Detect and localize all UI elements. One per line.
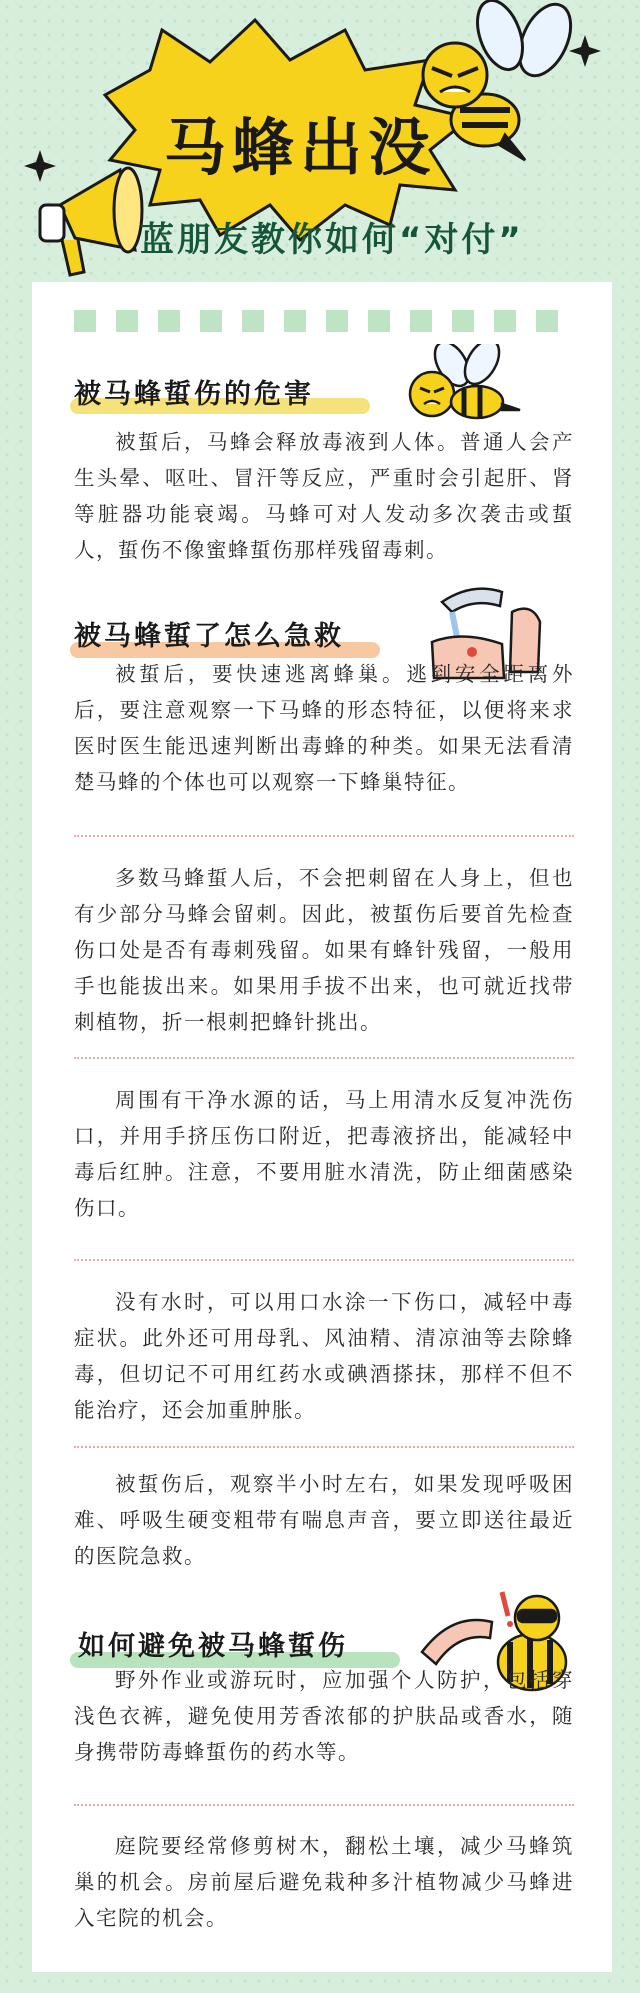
section-3-paragraph-2: 庭院要经常修剪树木，翻松土壤，减少马蜂筑巢的机会。房前屋后避免栽种多汁植物减少马蜂进入宅院的机会。 [74, 1834, 574, 1930]
page-subtitle: 蓝朋友教你如何“对付” [140, 220, 524, 260]
megaphone-icon [40, 168, 142, 275]
section-2-paragraph-4: 没有水时，可以用口水涂一下伤口，减轻中毒症状。此外还可用母乳、风油精、清凉油等去除蜂毒，但切记不可用红药水或碘酒搽抹，那样不但不能治疗，还会加重肿胀。 [74, 1290, 574, 1422]
header [0, 0, 640, 300]
page-title: 马蜂出没 [163, 111, 436, 184]
section-2-title: 被马蜂蜇了怎么急救 [74, 621, 344, 652]
section-2-paragraph-2: 多数马蜂蜇人后，不会把刺留在人身上，但也有少部分马蜂会留刺。因此，被蜇伤后要首先检查伤口处是否有毒刺残留。如果有蜂针残留，一般用手也能拔出来。如果用手拔不出来，也可就近找带刺植物，折一根刺把蜂针挑出。 [74, 866, 574, 1034]
divider-2 [74, 1057, 574, 1059]
section-2-paragraph-5: 被蜇伤后，观察半小时左右，如果发现呼吸困难、呼吸生硬变粗带有喘息声音，要立即送往最近的医院急救。 [74, 1472, 574, 1568]
section-2-paragraph-1: 被蜇后，要快速逃离蜂巢。逃到安全距离外后，要注意观察一下马蜂的形态特征，以便将来求医时医生能迅速判断出毒蜂的种类。如果无法看清楚马蜂的个体也可以观察一下蜂巢特征。 [74, 662, 574, 794]
divider-3 [74, 1259, 574, 1261]
divider-5 [74, 1804, 574, 1806]
divider-1 [74, 835, 574, 837]
content-card [32, 282, 612, 1972]
divider-4 [74, 1446, 574, 1448]
section-1-title: 被马蜂蜇伤的危害 [74, 379, 314, 410]
wasp-flying-icon [392, 344, 532, 434]
section-3-title: 如何避免被马蜂蜇伤 [78, 1631, 348, 1662]
section-2-paragraph-3: 周围有干净水源的话，马上用清水反复冲洗伤口，并用手挤压伤口附近，把毒液挤出，能减轻中毒后红肿。注意，不要用脏水清洗，防止细菌感染伤口。 [74, 1088, 574, 1220]
section-3-paragraph-1: 野外作业或游玩时，应加强个人防护，包括穿浅色衣裤，避免使用芳香浓郁的护肤品或香水，随身携带防毒蜂蜇伤的药水等。 [74, 1668, 574, 1764]
section-1-paragraph-1: 被蜇后，马蜂会释放毒液到人体。普通人会产生头晕、呕吐、冒汗等反应，严重时会引起肝、肾等脏器功能衰竭。马蜂可对人发动多次袭击或蜇人，蜇伤不像蜜蜂蜇伤那样残留毒刺。 [74, 430, 574, 562]
decorative-squares [32, 310, 612, 334]
